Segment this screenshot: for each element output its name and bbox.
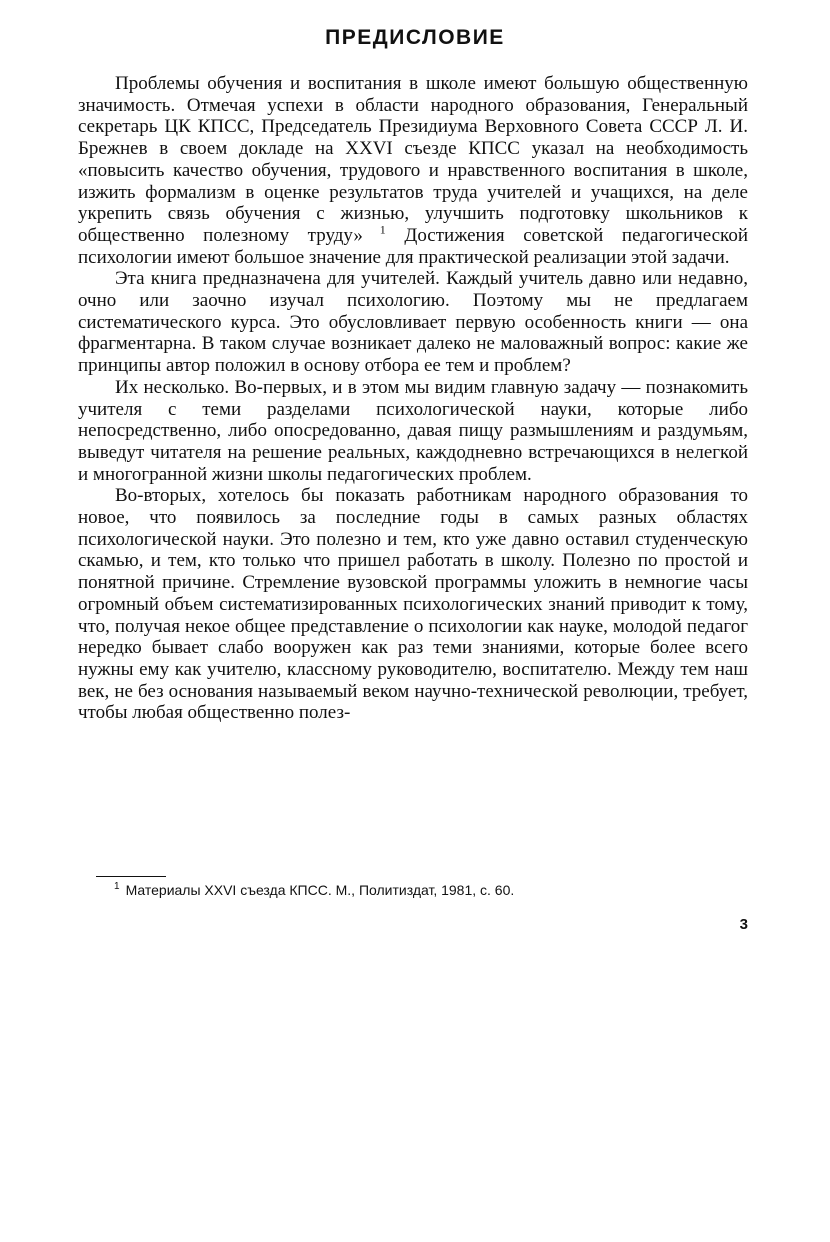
page-title: ПРЕДИСЛОВИЕ (325, 26, 505, 49)
footnote-reference: 1 (379, 222, 386, 237)
paragraph-1-text: Проблемы обучения и воспитания в школе имеют большую общественную значимость. Отмечая успехи в области народного образования, Генеральный секретарь ЦК КПСС, Председатель Президиума Верховного Совета СССР Л. И. Брежнев в своем докладе на XXVI съезде КПСС указал на необходимость «повысить качество обучения, трудового и нравственного воспитания в школе, изжить формализм в оценке результатов труда учителей и учащихся, на деле укрепить связь обучения с жизнью, улучшить подготовку школьников к общественно полезному труду» (78, 73, 748, 246)
paragraph-1-text-continued: Достижения советской педагогической психологии имеют большое значение для практической реализации этой задачи. (78, 224, 748, 268)
paragraph-1 (78, 73, 748, 268)
footnote (114, 881, 514, 899)
footnote-text: Материалы XXVI съезда КПСС. М., Политиздат, 1981, с. 60. (125, 882, 515, 898)
footnote-mark: 1 (114, 881, 120, 893)
page-number: 3 (739, 916, 748, 933)
body-text (78, 73, 748, 724)
paragraph-2: Эта книга предназначена для учителей. Каждый учитель давно или недавно, очно или заочно изучал психологию. Поэтому мы не предлагаем систематического курса. Это обусловливает первую особенность книги — она фрагментарна. В таком случае возникает далеко не маловажный вопрос: какие же принципы автор положил в основу отбора ее тем и проблем? (78, 268, 748, 377)
footnote-divider (96, 876, 166, 877)
paragraph-4: Во-вторых, хотелось бы показать работникам народного образования то новое, что появилось за последние годы в самых разных областях психологической науки. Это полезно и тем, кто уже давно оставил студенческую скамью, и тем, кто только что пришел работать в школу. Полезно по простой и понятной причине. Стремление вузовской программы уложить в немногие часы огромный объем систематизированных психологических знаний приводит к тому, что, получая некое общее представление о психологии как науке, молодой педагог нередко бывает слабо вооружен как раз теми знаниями, которые более всего нужны ему как учителю, классному руководителю, воспитателю. Между тем наш век, не без основания называемый веком научно-технической революции, требует, чтобы любая общественно полез- (78, 485, 748, 724)
paragraph-3: Их несколько. Во-первых, и в этом мы видим главную задачу — познакомить учителя с теми разделами психологической науки, которые либо непосредственно, либо опосредованно, давая пищу размышлениям и раздумьям, выведут читателя на решение реальных, каждодневно встречающихся в нелегкой и многогранной жизни школы педагогических проблем. (78, 376, 748, 485)
